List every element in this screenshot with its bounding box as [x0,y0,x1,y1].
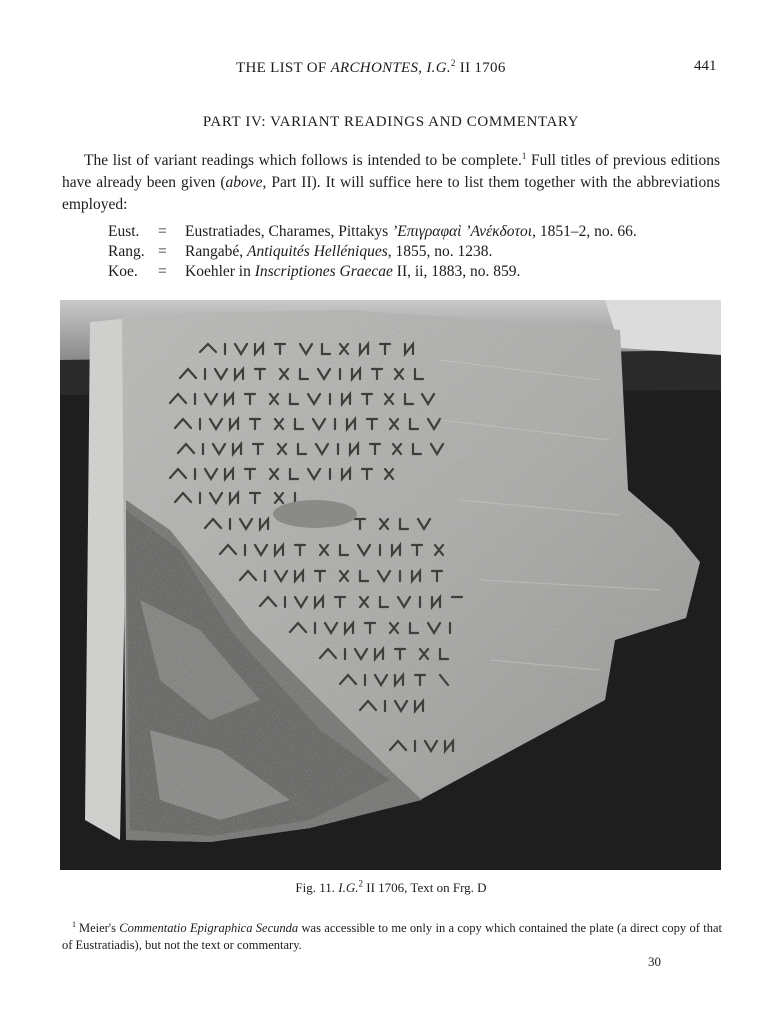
footnote-ref[interactable]: 1 [521,150,527,161]
inscription-photograph [60,300,721,870]
page-number: 441 [694,58,717,74]
figure-caption: Fig. 11. I.G.$^2$ II 1706, Text on Frg. D [295,878,487,895]
abbreviation-list [108,222,637,282]
running-head [0,58,782,82]
footnote: $^1$ Meier's Commentatio Epigraphica Secunda was accessible to me only in a copy which contained the plate (a direct copy of that of Eustratiadis), but not the text or commentary. [62,919,723,952]
section-heading: PART IV: VARIANT READINGS AND COMMENTARY [202,114,580,130]
intro-paragraph: The list of variant readings which follows is intended to be complete.$^1$ Full titles of previous editions have already been given (above, Part II). It will suffice here to list them together with the abbreviations employed: [62,150,721,213]
abbreviation-row: Koe. = Koehler in Inscriptiones Graecae II, ii, 1883, no. 859. [108,263,521,280]
signature-mark: 30 [648,954,661,969]
running-title: THE LIST OF ARCHONTES, I.G.$^2$ II 1706 [236,58,506,76]
abbreviation-row: Eust. = Eustratiades, Charames, Pittakys ’Επιγραφαὶ ’Ανέκδοτοι, 1851–2, no. 66. [108,223,637,240]
abbreviation-row: Rang. = Rangabé, Antiquités Helléniques, 1855, no. 1238. [108,243,493,260]
